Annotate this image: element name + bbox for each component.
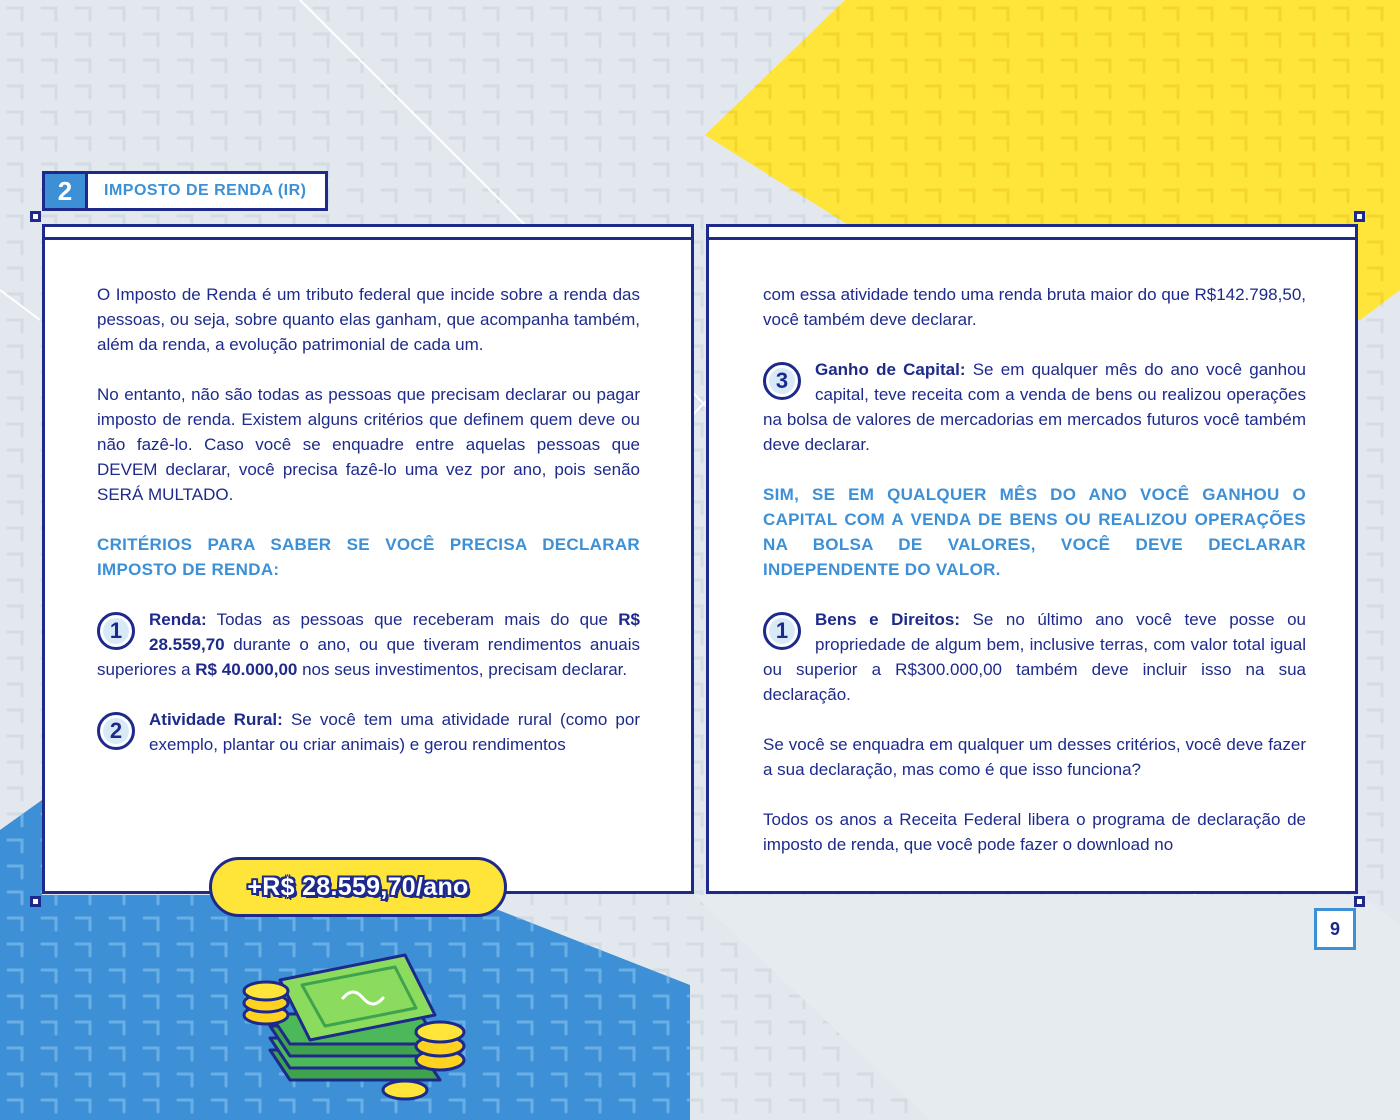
criterion-title: Renda: — [149, 610, 207, 629]
number-badge-icon: 3 — [763, 362, 801, 400]
number-badge-icon: 1 — [97, 612, 135, 650]
criterion-renda: 1 Renda: Todas as pessoas que receberam mais do que R$ 28.559,70 durante o ano, ou que tiveram rendimentos anuais superiores a R$ 40.000,00 nos seus investimentos, precisam declarar. — [97, 610, 640, 679]
page-number: 9 — [1314, 908, 1356, 950]
criteria-heading: CRITÉRIOS PARA SABER SE VOCÊ PRECISA DECLARAR IMPOSTO DE RENDA: — [97, 535, 640, 579]
corner-marker — [30, 896, 41, 907]
criterion-bens-direitos: 1 Bens e Direitos: Se no último ano você teve posse ou propriedade de algum bem, inclusive terras, com valor total igual ou superior a R$300.000,00 também deve incluir isso na sua declaração. — [763, 610, 1306, 704]
rural-continuation: com essa atividade tendo uma renda bruta maior do que R$142.798,50, você também deve declarar. — [763, 285, 1306, 329]
chapter-title: IMPOSTO DE RENDA (IR) — [104, 182, 307, 199]
number-badge-icon: 2 — [97, 712, 135, 750]
criterion-atividade-rural: 2 Atividade Rural: Se você tem uma atividade rural (como por exemplo, plantar ou criar animais) e gerou rendimentos — [97, 707, 640, 757]
criterion-title: Ganho de Capital: — [815, 360, 966, 379]
left-text-column — [97, 282, 640, 757]
right-text-column — [763, 282, 1306, 857]
money-illustration-icon — [230, 940, 490, 1110]
question-paragraph: Se você se enquadra em qualquer um desses critérios, você deve fazer a sua declaração, mas como é que isso funciona? — [763, 735, 1306, 779]
criterion-ganho-capital: 3 Ganho de Capital: Se em qualquer mês do ano você ganhou capital, teve receita com a venda de bens ou realizou operações na bolsa de valores de mercadorias em mercados futuros você também deve declarar. — [763, 360, 1306, 454]
corner-marker — [30, 211, 41, 222]
criterion-title: Atividade Rural: — [149, 710, 283, 729]
intro-paragraph: O Imposto de Renda é um tributo federal que incide sobre a renda das pessoas, ou seja, sobre quanto elas ganham, que acompanha também, além da renda, a evolução patrimonial de cada um. — [97, 285, 640, 354]
chapter-tab — [42, 171, 328, 211]
income-threshold: R$ 28.559,70 — [149, 610, 640, 654]
chapter-number: 2 — [45, 174, 88, 208]
price-tag: +R$ 28.559,70/ano — [209, 857, 507, 917]
corner-marker — [1354, 211, 1365, 222]
criterion-title: Bens e Direitos: — [815, 610, 961, 629]
download-paragraph: Todos os anos a Receita Federal libera o programa de declaração de imposto de renda, que você pode fazer o download no — [763, 810, 1306, 854]
criteria-intro-paragraph: No entanto, não são todas as pessoas que precisam declarar ou pagar imposto de renda. Existem alguns critérios que definem quem deve ou não fazê-lo. Caso você se enquadre entre aquelas pessoas que DEVEM declarar, você precisa fazê-lo uma vez por ano, pois senão SERÁ MULTADO. — [97, 385, 640, 504]
investment-threshold: R$ 40.000,00 — [195, 660, 298, 679]
number-badge-icon: 1 — [763, 612, 801, 650]
capital-highlight: SIM, SE EM QUALQUER MÊS DO ANO VOCÊ GANHOU O CAPITAL COM A VENDA DE BENS OU REALIZOU OPERAÇÕES NA BOLSA DE VALORES, VOCÊ DEVE DECLARAR INDEPENDENTE DO VALOR. — [763, 485, 1306, 579]
corner-marker — [1354, 896, 1365, 907]
